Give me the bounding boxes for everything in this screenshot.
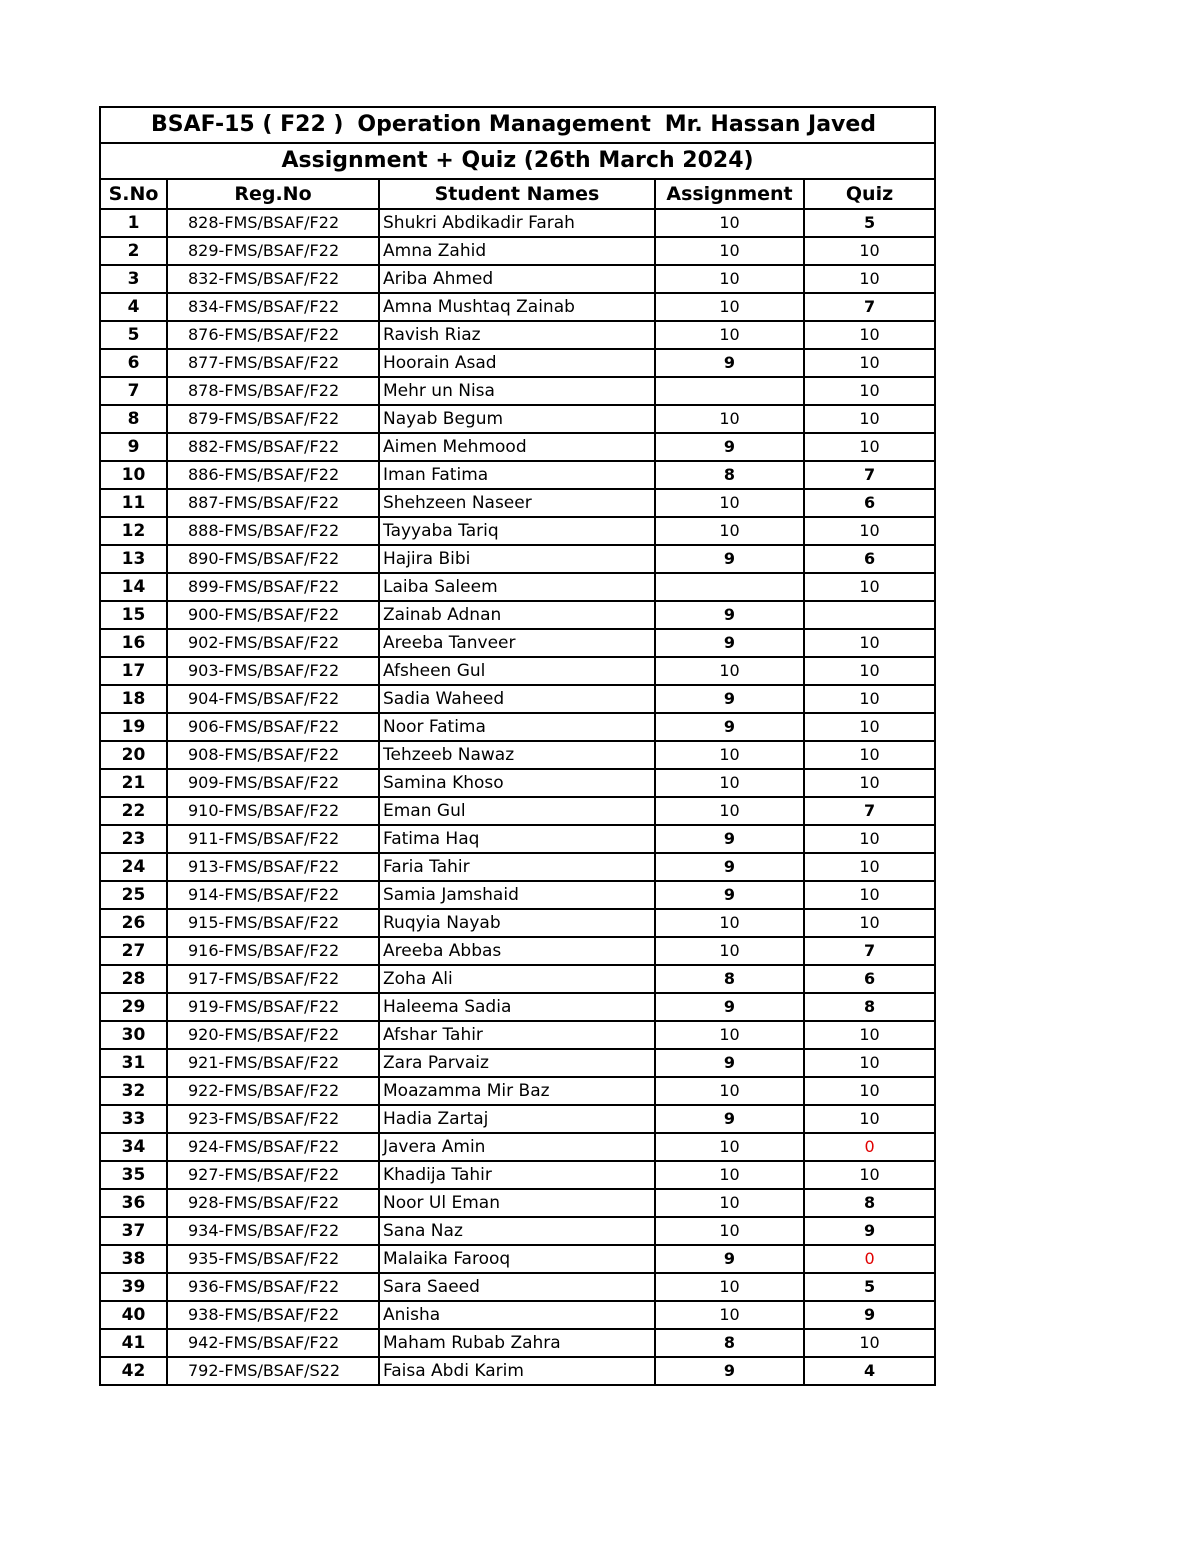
col-header-assignment: Assignment: [655, 179, 804, 209]
cell-sno: 24: [100, 853, 167, 881]
cell-sno: 42: [100, 1357, 167, 1385]
cell-assignment: 10: [655, 937, 804, 965]
cell-student-name: Samina Khoso: [379, 769, 655, 797]
cell-regno: 828-FMS/BSAF/F22: [167, 209, 379, 237]
cell-regno: 917-FMS/BSAF/F22: [167, 965, 379, 993]
cell-quiz: 10: [804, 741, 935, 769]
cell-assignment: 9: [655, 685, 804, 713]
cell-assignment: 10: [655, 1301, 804, 1329]
class-code: BSAF-15 ( F22 ): [151, 112, 344, 137]
cell-sno: 3: [100, 265, 167, 293]
cell-quiz: 10: [804, 1021, 935, 1049]
cell-sno: 9: [100, 433, 167, 461]
table-row: [100, 265, 935, 293]
table-row: [100, 1021, 935, 1049]
cell-assignment: 8: [655, 1329, 804, 1357]
cell-sno: 6: [100, 349, 167, 377]
cell-assignment: 8: [655, 965, 804, 993]
cell-student-name: Sadia Waheed: [379, 685, 655, 713]
cell-quiz: 10: [804, 349, 935, 377]
cell-sno: 17: [100, 657, 167, 685]
cell-quiz: 10: [804, 685, 935, 713]
cell-sno: 8: [100, 405, 167, 433]
table-row: [100, 965, 935, 993]
cell-sno: 1: [100, 209, 167, 237]
cell-quiz: 10: [804, 433, 935, 461]
cell-assignment: 10: [655, 293, 804, 321]
cell-student-name: Maham Rubab Zahra: [379, 1329, 655, 1357]
cell-sno: 35: [100, 1161, 167, 1189]
cell-sno: 4: [100, 293, 167, 321]
subtitle-row: [100, 143, 935, 179]
cell-sno: 21: [100, 769, 167, 797]
table-row: [100, 909, 935, 937]
table-row: [100, 1273, 935, 1301]
cell-regno: 909-FMS/BSAF/F22: [167, 769, 379, 797]
cell-sno: 37: [100, 1217, 167, 1245]
marks-sheet-table: [99, 106, 936, 1386]
cell-student-name: Shehzeen Naseer: [379, 489, 655, 517]
cell-student-name: Zara Parvaiz: [379, 1049, 655, 1077]
cell-sno: 40: [100, 1301, 167, 1329]
cell-quiz: 7: [804, 293, 935, 321]
cell-sno: 26: [100, 909, 167, 937]
table-row: [100, 741, 935, 769]
cell-sno: 33: [100, 1105, 167, 1133]
cell-regno: 916-FMS/BSAF/F22: [167, 937, 379, 965]
cell-assignment: 9: [655, 545, 804, 573]
cell-quiz: 10: [804, 713, 935, 741]
cell-quiz: 10: [804, 1329, 935, 1357]
cell-student-name: Iman Fatima: [379, 461, 655, 489]
cell-sno: 18: [100, 685, 167, 713]
cell-assignment: 10: [655, 1217, 804, 1245]
cell-assignment: 9: [655, 881, 804, 909]
cell-sno: 29: [100, 993, 167, 1021]
table-row: [100, 545, 935, 573]
cell-quiz: 10: [804, 517, 935, 545]
cell-student-name: Faisa Abdi Karim: [379, 1357, 655, 1385]
cell-student-name: Sara Saeed: [379, 1273, 655, 1301]
cell-student-name: Laiba Saleem: [379, 573, 655, 601]
cell-student-name: Amna Zahid: [379, 237, 655, 265]
cell-regno: 878-FMS/BSAF/F22: [167, 377, 379, 405]
cell-regno: 919-FMS/BSAF/F22: [167, 993, 379, 1021]
cell-sno: 31: [100, 1049, 167, 1077]
cell-assignment: 9: [655, 713, 804, 741]
table-row: [100, 1161, 935, 1189]
table-row: [100, 1077, 935, 1105]
cell-regno: 899-FMS/BSAF/F22: [167, 573, 379, 601]
cell-sno: 2: [100, 237, 167, 265]
cell-regno: 923-FMS/BSAF/F22: [167, 1105, 379, 1133]
cell-regno: 792-FMS/BSAF/S22: [167, 1357, 379, 1385]
table-row: [100, 293, 935, 321]
cell-regno: 887-FMS/BSAF/F22: [167, 489, 379, 517]
cell-regno: 888-FMS/BSAF/F22: [167, 517, 379, 545]
subtitle-cell: Assignment + Quiz (26th March 2024): [100, 143, 935, 179]
cell-regno: 928-FMS/BSAF/F22: [167, 1189, 379, 1217]
cell-sno: 15: [100, 601, 167, 629]
cell-student-name: Noor Fatima: [379, 713, 655, 741]
table-row: [100, 937, 935, 965]
cell-sno: 16: [100, 629, 167, 657]
cell-assignment: 9: [655, 853, 804, 881]
cell-assignment: 10: [655, 657, 804, 685]
cell-student-name: Nayab Begum: [379, 405, 655, 433]
cell-regno: 911-FMS/BSAF/F22: [167, 825, 379, 853]
table-row: [100, 1217, 935, 1245]
cell-assignment: 10: [655, 405, 804, 433]
table-row: [100, 517, 935, 545]
cell-quiz: 10: [804, 377, 935, 405]
table-row: [100, 993, 935, 1021]
col-header-regno: Reg.No: [167, 179, 379, 209]
cell-regno: 890-FMS/BSAF/F22: [167, 545, 379, 573]
table-row: [100, 685, 935, 713]
table-row: [100, 881, 935, 909]
cell-sno: 38: [100, 1245, 167, 1273]
cell-sno: 7: [100, 377, 167, 405]
cell-quiz: 10: [804, 853, 935, 881]
table-row: [100, 405, 935, 433]
cell-regno: 829-FMS/BSAF/F22: [167, 237, 379, 265]
cell-student-name: Tayyaba Tariq: [379, 517, 655, 545]
cell-student-name: Eman Gul: [379, 797, 655, 825]
cell-student-name: Tehzeeb Nawaz: [379, 741, 655, 769]
cell-quiz: 10: [804, 1077, 935, 1105]
cell-regno: 877-FMS/BSAF/F22: [167, 349, 379, 377]
table-row: [100, 1133, 935, 1161]
cell-quiz: 10: [804, 1161, 935, 1189]
cell-regno: 903-FMS/BSAF/F22: [167, 657, 379, 685]
table-row: [100, 489, 935, 517]
course-title: Operation Management: [357, 112, 651, 137]
cell-student-name: Zainab Adnan: [379, 601, 655, 629]
cell-sno: 34: [100, 1133, 167, 1161]
cell-assignment: 10: [655, 1133, 804, 1161]
cell-student-name: Shukri Abdikadir Farah: [379, 209, 655, 237]
cell-assignment: 8: [655, 461, 804, 489]
cell-assignment: 10: [655, 769, 804, 797]
cell-student-name: Hajira Bibi: [379, 545, 655, 573]
cell-sno: 23: [100, 825, 167, 853]
cell-student-name: Javera Amin: [379, 1133, 655, 1161]
cell-sno: 14: [100, 573, 167, 601]
cell-assignment: 10: [655, 797, 804, 825]
cell-sno: 13: [100, 545, 167, 573]
table-row: [100, 1301, 935, 1329]
cell-assignment: 9: [655, 629, 804, 657]
cell-assignment: 9: [655, 825, 804, 853]
cell-quiz: 4: [804, 1357, 935, 1385]
cell-quiz: 5: [804, 209, 935, 237]
cell-regno: 832-FMS/BSAF/F22: [167, 265, 379, 293]
cell-assignment: 9: [655, 1245, 804, 1273]
col-header-quiz: Quiz: [804, 179, 935, 209]
cell-regno: 902-FMS/BSAF/F22: [167, 629, 379, 657]
cell-regno: 914-FMS/BSAF/F22: [167, 881, 379, 909]
cell-student-name: Moazamma Mir Baz: [379, 1077, 655, 1105]
cell-student-name: Zoha Ali: [379, 965, 655, 993]
cell-student-name: Areeba Tanveer: [379, 629, 655, 657]
cell-quiz: 7: [804, 937, 935, 965]
cell-assignment: 9: [655, 1357, 804, 1385]
cell-assignment: 9: [655, 433, 804, 461]
cell-regno: 935-FMS/BSAF/F22: [167, 1245, 379, 1273]
cell-assignment: 10: [655, 741, 804, 769]
cell-student-name: Ruqyia Nayab: [379, 909, 655, 937]
cell-sno: 27: [100, 937, 167, 965]
table-row: [100, 1329, 935, 1357]
cell-assignment: 10: [655, 1189, 804, 1217]
cell-regno: 908-FMS/BSAF/F22: [167, 741, 379, 769]
cell-quiz: 9: [804, 1301, 935, 1329]
cell-quiz: 5: [804, 1273, 935, 1301]
cell-student-name: Amna Mushtaq Zainab: [379, 293, 655, 321]
cell-regno: 921-FMS/BSAF/F22: [167, 1049, 379, 1077]
table-row: [100, 433, 935, 461]
cell-quiz: 10: [804, 657, 935, 685]
table-body: [100, 209, 935, 1385]
cell-sno: 12: [100, 517, 167, 545]
cell-student-name: Hadia Zartaj: [379, 1105, 655, 1133]
cell-sno: 22: [100, 797, 167, 825]
cell-assignment: [655, 573, 804, 601]
table-row: [100, 1357, 935, 1385]
cell-regno: 906-FMS/BSAF/F22: [167, 713, 379, 741]
cell-quiz: 10: [804, 881, 935, 909]
cell-quiz: 10: [804, 405, 935, 433]
cell-quiz: 10: [804, 769, 935, 797]
col-header-sno: S.No: [100, 179, 167, 209]
cell-regno: 927-FMS/BSAF/F22: [167, 1161, 379, 1189]
cell-student-name: Malaika Farooq: [379, 1245, 655, 1273]
cell-student-name: Fatima Haq: [379, 825, 655, 853]
cell-assignment: 10: [655, 517, 804, 545]
cell-quiz: 0: [804, 1245, 935, 1273]
cell-regno: 920-FMS/BSAF/F22: [167, 1021, 379, 1049]
cell-quiz: 10: [804, 573, 935, 601]
instructor-name: Mr. Hassan Javed: [664, 112, 877, 137]
cell-student-name: Afshar Tahir: [379, 1021, 655, 1049]
cell-regno: 913-FMS/BSAF/F22: [167, 853, 379, 881]
column-header-row: [100, 179, 935, 209]
cell-student-name: Khadija Tahir: [379, 1161, 655, 1189]
cell-quiz: 8: [804, 1189, 935, 1217]
table-row: [100, 573, 935, 601]
table-row: [100, 1105, 935, 1133]
cell-regno: 879-FMS/BSAF/F22: [167, 405, 379, 433]
cell-sno: 10: [100, 461, 167, 489]
table-row: [100, 713, 935, 741]
col-header-student-names: Student Names: [379, 179, 655, 209]
table-row: [100, 209, 935, 237]
cell-student-name: Ariba Ahmed: [379, 265, 655, 293]
cell-quiz: 8: [804, 993, 935, 1021]
cell-assignment: 10: [655, 321, 804, 349]
table-row: [100, 237, 935, 265]
table-row: [100, 853, 935, 881]
cell-student-name: Mehr un Nisa: [379, 377, 655, 405]
cell-regno: 942-FMS/BSAF/F22: [167, 1329, 379, 1357]
cell-quiz: 9: [804, 1217, 935, 1245]
cell-quiz: 10: [804, 825, 935, 853]
cell-sno: 11: [100, 489, 167, 517]
cell-student-name: Haleema Sadia: [379, 993, 655, 1021]
cell-student-name: Afsheen Gul: [379, 657, 655, 685]
cell-assignment: 10: [655, 489, 804, 517]
cell-regno: 934-FMS/BSAF/F22: [167, 1217, 379, 1245]
cell-assignment: 9: [655, 993, 804, 1021]
cell-regno: 904-FMS/BSAF/F22: [167, 685, 379, 713]
cell-assignment: 10: [655, 265, 804, 293]
cell-student-name: Ravish Riaz: [379, 321, 655, 349]
cell-sno: 5: [100, 321, 167, 349]
cell-assignment: 9: [655, 349, 804, 377]
cell-assignment: 10: [655, 909, 804, 937]
table-row: [100, 349, 935, 377]
cell-assignment: 9: [655, 601, 804, 629]
cell-assignment: 9: [655, 1049, 804, 1077]
cell-quiz: 10: [804, 909, 935, 937]
cell-quiz: 10: [804, 1049, 935, 1077]
cell-sno: 36: [100, 1189, 167, 1217]
cell-sno: 19: [100, 713, 167, 741]
cell-regno: 876-FMS/BSAF/F22: [167, 321, 379, 349]
cell-regno: 938-FMS/BSAF/F22: [167, 1301, 379, 1329]
cell-sno: 39: [100, 1273, 167, 1301]
cell-assignment: 10: [655, 209, 804, 237]
cell-quiz: 7: [804, 797, 935, 825]
cell-assignment: 10: [655, 237, 804, 265]
cell-assignment: 9: [655, 1105, 804, 1133]
cell-quiz: 10: [804, 321, 935, 349]
table-row: [100, 797, 935, 825]
cell-sno: 30: [100, 1021, 167, 1049]
cell-quiz: 6: [804, 965, 935, 993]
cell-sno: 20: [100, 741, 167, 769]
cell-quiz: [804, 601, 935, 629]
table-row: [100, 377, 935, 405]
cell-assignment: 10: [655, 1161, 804, 1189]
cell-assignment: [655, 377, 804, 405]
cell-regno: 834-FMS/BSAF/F22: [167, 293, 379, 321]
cell-quiz: 10: [804, 237, 935, 265]
cell-student-name: Samia Jamshaid: [379, 881, 655, 909]
cell-student-name: Anisha: [379, 1301, 655, 1329]
table-row: [100, 321, 935, 349]
cell-assignment: 10: [655, 1021, 804, 1049]
table-row: [100, 769, 935, 797]
table-row: [100, 1049, 935, 1077]
table-row: [100, 657, 935, 685]
cell-assignment: 10: [655, 1273, 804, 1301]
cell-regno: 910-FMS/BSAF/F22: [167, 797, 379, 825]
cell-sno: 41: [100, 1329, 167, 1357]
cell-student-name: Hoorain Asad: [379, 349, 655, 377]
cell-sno: 25: [100, 881, 167, 909]
table-row: [100, 1245, 935, 1273]
cell-quiz: 10: [804, 265, 935, 293]
table-row: [100, 629, 935, 657]
cell-student-name: Sana Naz: [379, 1217, 655, 1245]
cell-regno: 936-FMS/BSAF/F22: [167, 1273, 379, 1301]
cell-quiz: 0: [804, 1133, 935, 1161]
cell-sno: 32: [100, 1077, 167, 1105]
cell-quiz: 10: [804, 629, 935, 657]
title-cell: [100, 107, 935, 143]
cell-regno: 922-FMS/BSAF/F22: [167, 1077, 379, 1105]
cell-sno: 28: [100, 965, 167, 993]
cell-quiz: 6: [804, 545, 935, 573]
cell-regno: 886-FMS/BSAF/F22: [167, 461, 379, 489]
table-row: [100, 825, 935, 853]
table-row: [100, 601, 935, 629]
cell-assignment: 10: [655, 1077, 804, 1105]
cell-student-name: Aimen Mehmood: [379, 433, 655, 461]
cell-regno: 915-FMS/BSAF/F22: [167, 909, 379, 937]
cell-quiz: 6: [804, 489, 935, 517]
cell-regno: 882-FMS/BSAF/F22: [167, 433, 379, 461]
cell-student-name: Areeba Abbas: [379, 937, 655, 965]
title-row: [100, 107, 935, 143]
cell-quiz: 10: [804, 1105, 935, 1133]
cell-student-name: Noor Ul Eman: [379, 1189, 655, 1217]
cell-regno: 924-FMS/BSAF/F22: [167, 1133, 379, 1161]
cell-student-name: Faria Tahir: [379, 853, 655, 881]
table-row: [100, 1189, 935, 1217]
table-row: [100, 461, 935, 489]
cell-quiz: 7: [804, 461, 935, 489]
cell-regno: 900-FMS/BSAF/F22: [167, 601, 379, 629]
